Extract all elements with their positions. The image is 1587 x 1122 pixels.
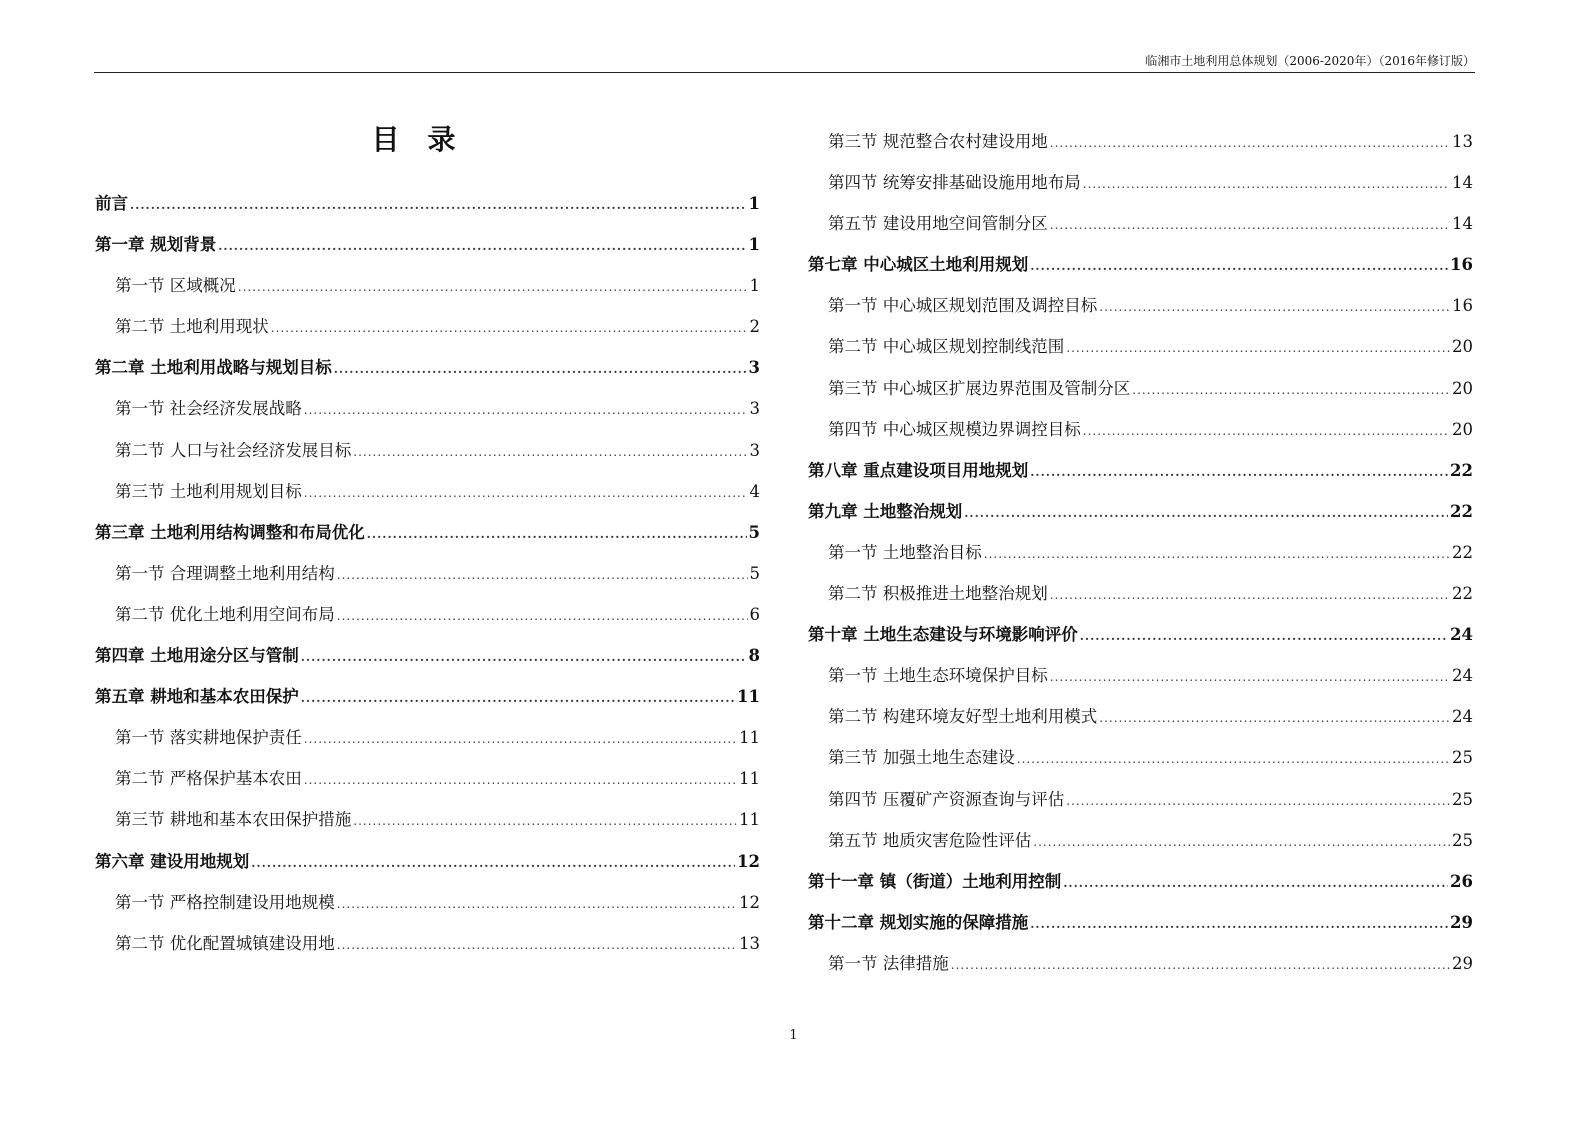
toc-entry-label: 第二节 中心城区规划控制线范围 — [828, 337, 1065, 357]
toc-entry-section[interactable] — [808, 539, 1473, 580]
toc-entry-page: 14 — [1452, 173, 1473, 193]
toc-entry-page: 12 — [737, 851, 760, 871]
dot-leader — [130, 198, 747, 212]
toc-entry-section[interactable] — [808, 416, 1473, 457]
toc-entry-label: 第四节 统筹安排基础设施用地布局 — [828, 173, 1081, 193]
toc-entry-chapter[interactable] — [808, 251, 1473, 292]
toc-entry-page: 20 — [1452, 337, 1473, 357]
toc-entry-page: 8 — [748, 646, 760, 666]
dot-leader — [1050, 136, 1450, 150]
toc-entry-page: 6 — [749, 604, 760, 624]
toc-entry-page: 13 — [1452, 132, 1473, 151]
toc-entry-chapter[interactable] — [95, 519, 760, 560]
toc-entry-label: 第四章 土地用途分区与管制 — [95, 646, 299, 666]
toc-entry-page: 22 — [1452, 542, 1473, 562]
dot-leader — [1083, 177, 1450, 191]
toc-entry-label: 第五章 耕地和基本农田保护 — [95, 687, 299, 707]
toc-entry-page: 2 — [749, 317, 760, 337]
toc-entry-label: 第一节 严格控制建设用地规模 — [115, 892, 335, 912]
toc-entry-section[interactable] — [808, 703, 1473, 744]
toc-entry-chapter[interactable] — [808, 498, 1473, 539]
dot-leader — [1030, 465, 1448, 479]
dot-leader — [1050, 670, 1450, 684]
toc-entry-chapter[interactable] — [808, 909, 1473, 950]
toc-entry-section[interactable] — [808, 662, 1473, 703]
toc-entry-label: 第四节 中心城区规模边界调控目标 — [828, 419, 1081, 439]
toc-entry-label: 第一节 合理调整土地利用结构 — [115, 563, 335, 583]
toc-entry-section[interactable] — [95, 313, 760, 354]
toc-right-column — [808, 128, 1473, 991]
toc-entry-page: 29 — [1450, 912, 1473, 932]
dot-leader — [271, 321, 748, 335]
toc-entry-section[interactable] — [95, 478, 760, 519]
running-header: 临湘市土地利用总体规划（2006-2020年）（2016年修订版） — [94, 52, 1475, 73]
toc-entry-section[interactable] — [95, 930, 760, 971]
dot-leader — [337, 568, 748, 582]
dot-leader — [301, 650, 747, 664]
toc-entry-page: 22 — [1450, 460, 1473, 480]
toc-entry-page: 26 — [1450, 871, 1473, 891]
toc-entry-page: 24 — [1452, 666, 1473, 686]
toc-entry-section[interactable] — [808, 580, 1473, 621]
toc-entry-label: 前言 — [95, 194, 128, 213]
toc-entry-chapter[interactable] — [95, 848, 760, 889]
toc-entry-page: 11 — [737, 687, 760, 707]
toc-entry-page: 12 — [739, 892, 760, 912]
dot-leader — [304, 403, 748, 417]
dot-leader — [1080, 629, 1448, 643]
dot-leader — [1030, 259, 1448, 273]
toc-entry-page: 25 — [1452, 748, 1473, 768]
toc-entry-label: 第一节 土地整治目标 — [828, 542, 982, 562]
toc-entry-page: 11 — [739, 810, 760, 830]
dot-leader — [334, 362, 747, 376]
toc-entry-chapter[interactable] — [808, 868, 1473, 909]
toc-entry-section[interactable] — [808, 128, 1473, 169]
dot-leader — [1063, 876, 1448, 890]
toc-left-column — [95, 190, 760, 971]
toc-entry-page: 22 — [1452, 584, 1473, 604]
toc-entry-page: 16 — [1452, 296, 1473, 316]
toc-entry-page: 1 — [748, 235, 760, 255]
toc-entry-section[interactable] — [95, 272, 760, 313]
toc-entry-section[interactable] — [95, 395, 760, 436]
dot-leader — [304, 486, 748, 500]
toc-entry-label: 第二章 土地利用战略与规划目标 — [95, 358, 332, 378]
dot-leader — [951, 958, 1450, 972]
toc-entry-section[interactable] — [808, 827, 1473, 868]
dot-leader — [1050, 588, 1450, 602]
dot-leader — [353, 445, 747, 459]
toc-entry-page: 11 — [739, 769, 760, 789]
toc-entry-page: 25 — [1452, 830, 1473, 850]
toc-entry-label: 第十一章 镇（街道）土地利用控制 — [808, 871, 1062, 891]
dot-leader — [337, 609, 748, 623]
toc-entry-section[interactable] — [95, 765, 760, 806]
toc-entry-page: 16 — [1450, 255, 1473, 275]
toc-entry-page: 22 — [1450, 501, 1473, 521]
toc-entry-page: 24 — [1450, 625, 1473, 645]
toc-entry-section[interactable] — [808, 210, 1473, 251]
toc-entry-chapter[interactable] — [95, 642, 760, 683]
toc-entry-page: 11 — [739, 728, 760, 748]
toc-entry-section[interactable] — [95, 437, 760, 478]
toc-entry-page: 25 — [1452, 789, 1473, 809]
dot-leader — [1066, 341, 1450, 355]
toc-entry-section[interactable] — [808, 744, 1473, 785]
toc-entry-chapter[interactable] — [95, 190, 760, 231]
toc-entry-section[interactable] — [95, 560, 760, 601]
dot-leader — [1099, 711, 1450, 725]
toc-entry-section[interactable] — [808, 786, 1473, 827]
dot-leader — [367, 527, 747, 541]
dot-leader — [984, 547, 1450, 561]
dot-leader — [964, 506, 1448, 520]
toc-entry-label: 第十章 土地生态建设与环境影响评价 — [808, 625, 1078, 645]
toc-entry-page: 29 — [1452, 953, 1473, 973]
dot-leader — [1030, 917, 1448, 931]
dot-leader — [304, 773, 737, 787]
toc-entry-label: 第八章 重点建设项目用地规划 — [808, 460, 1029, 480]
toc-entry-chapter[interactable] — [95, 354, 760, 395]
toc-entry-page: 5 — [749, 563, 760, 583]
toc-entry-section[interactable] — [95, 806, 760, 847]
toc-entry-label: 第一节 法律措施 — [828, 953, 949, 973]
dot-leader — [1083, 424, 1450, 438]
toc-entry-label: 第二节 构建环境友好型土地利用模式 — [828, 707, 1098, 727]
dot-leader — [251, 856, 735, 870]
dot-leader — [337, 897, 737, 911]
toc-entry-label: 第五节 建设用地空间管制分区 — [828, 214, 1048, 234]
toc-entry-page: 1 — [748, 194, 760, 213]
toc-entry-label: 第三节 耕地和基本农田保护措施 — [115, 810, 352, 830]
toc-entry-label: 第一节 中心城区规划范围及调控目标 — [828, 296, 1098, 316]
toc-entry-page: 24 — [1452, 707, 1473, 727]
toc-entry-page: 1 — [749, 276, 760, 296]
dot-leader — [301, 691, 735, 705]
toc-entry-section[interactable] — [95, 889, 760, 930]
toc-entry-label: 第三节 加强土地生态建设 — [828, 748, 1015, 768]
dot-leader — [1132, 383, 1450, 397]
toc-entry-label: 第九章 土地整治规划 — [808, 501, 963, 521]
toc-entry-label: 第二节 人口与社会经济发展目标 — [115, 440, 352, 460]
toc-entry-page: 20 — [1452, 378, 1473, 398]
toc-entry-label: 第五节 地质灾害危险性评估 — [828, 830, 1032, 850]
toc-entry-label: 第一节 社会经济发展战略 — [115, 399, 302, 419]
dot-leader — [304, 732, 737, 746]
toc-entry-label: 第二节 土地利用现状 — [115, 317, 269, 337]
toc-entry-label: 第二节 积极推进土地整治规划 — [828, 584, 1048, 604]
dot-leader — [218, 239, 746, 253]
page-number: 1 — [789, 1028, 798, 1043]
toc-entry-section[interactable] — [808, 950, 1473, 991]
toc-entry-label: 第六章 建设用地规划 — [95, 851, 250, 871]
toc-entry-section[interactable] — [95, 601, 760, 642]
dot-leader — [1050, 218, 1450, 232]
toc-entry-section[interactable] — [95, 724, 760, 765]
toc-entry-label: 第二节 严格保护基本农田 — [115, 769, 302, 789]
toc-entry-page: 3 — [749, 440, 760, 460]
toc-entry-page: 4 — [749, 481, 760, 501]
dot-leader — [1066, 794, 1450, 808]
toc-entry-label: 第二节 优化土地利用空间布局 — [115, 604, 335, 624]
toc-entry-section[interactable] — [808, 292, 1473, 333]
toc-entry-page: 20 — [1452, 419, 1473, 439]
dot-leader — [353, 814, 737, 828]
toc-entry-label: 第四节 压覆矿产资源查询与评估 — [828, 789, 1065, 809]
toc-entry-label: 第七章 中心城区土地利用规划 — [808, 255, 1029, 275]
toc-entry-label: 第一节 土地生态环境保护目标 — [828, 666, 1048, 686]
toc-entry-label: 第三节 土地利用规划目标 — [115, 481, 302, 501]
dot-leader — [337, 938, 737, 952]
toc-entry-label: 第三节 中心城区扩展边界范围及管制分区 — [828, 378, 1131, 398]
toc-entry-section[interactable] — [808, 333, 1473, 374]
toc-entry-label: 第三节 规范整合农村建设用地 — [828, 132, 1048, 151]
dot-leader — [1033, 835, 1450, 849]
toc-entry-page: 5 — [748, 522, 760, 542]
toc-title: 目录 — [371, 123, 484, 156]
dot-leader — [238, 280, 748, 294]
toc-entry-section[interactable] — [808, 375, 1473, 416]
toc-entry-label: 第二节 优化配置城镇建设用地 — [115, 933, 335, 953]
dot-leader — [1099, 300, 1450, 314]
toc-entry-section[interactable] — [808, 169, 1473, 210]
toc-entry-page: 13 — [739, 933, 760, 953]
toc-entry-page: 14 — [1452, 214, 1473, 234]
toc-entry-chapter[interactable] — [95, 231, 760, 272]
toc-entry-label: 第三章 土地利用结构调整和布局优化 — [95, 522, 365, 542]
toc-entry-page: 3 — [748, 358, 760, 378]
dot-leader — [1017, 752, 1450, 766]
toc-entry-label: 第一章 规划背景 — [95, 235, 217, 255]
toc-entry-label: 第一节 落实耕地保护责任 — [115, 728, 302, 748]
toc-entry-label: 第十二章 规划实施的保障措施 — [808, 912, 1029, 932]
toc-entry-page: 3 — [749, 399, 760, 419]
toc-entry-label: 第一节 区域概况 — [115, 276, 236, 296]
toc-entry-chapter[interactable] — [808, 621, 1473, 662]
toc-entry-chapter[interactable] — [808, 457, 1473, 498]
toc-entry-chapter[interactable] — [95, 683, 760, 724]
